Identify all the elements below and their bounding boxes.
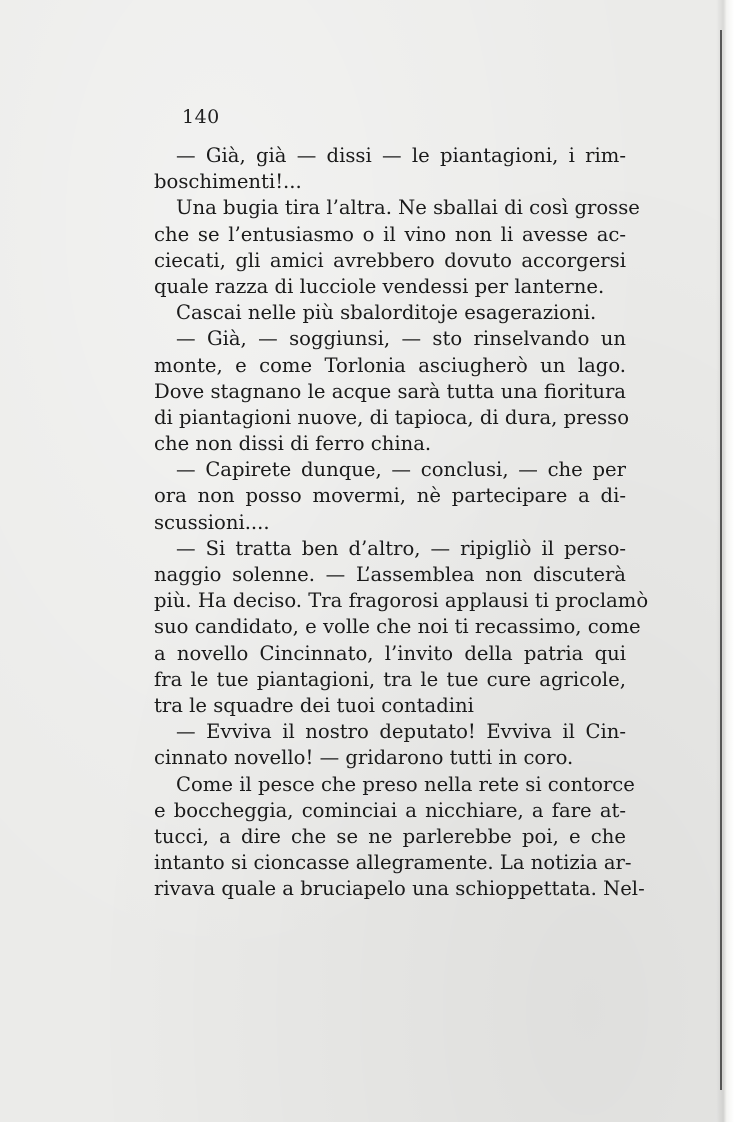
text-line: quale razza di lucciole vendessi per lanterne. <box>154 274 605 298</box>
text-line: monte, e come Torlonia asciugherò un lago. <box>154 353 626 377</box>
text-line: fra le tue piantagioni, tra le tue cure agricole, <box>154 667 626 691</box>
text-line: Dove stagnano le acque sarà tutta una fioritura <box>154 379 626 403</box>
text-line: che se l’entusiasmo o il vino non li avesse ac- <box>154 222 626 246</box>
text-line: Cascai nelle più sbalorditoje esagerazioni. <box>176 301 597 325</box>
text-line: tucci, a dire che se ne parlerebbe poi, e che <box>154 824 626 848</box>
page-number: 140 <box>182 106 220 128</box>
text-line: — Evviva il nostro deputato! Evviva il Cin- <box>176 720 626 744</box>
page-edge-shadow <box>716 0 734 1122</box>
body-text <box>154 143 649 902</box>
text-line: suo candidato, e volle che noi ti recassimo, come <box>154 615 641 639</box>
text-line: più. Ha deciso. Tra fragorosi applausi ti proclamò <box>154 589 649 613</box>
text-line: naggio solenne. — L’assemblea non discuterà <box>154 563 626 586</box>
text-line: cinnato novello! — gridarono tutti in coro. <box>154 746 574 770</box>
text-line: di piantagioni nuove, di tapioca, di dura, presso <box>154 405 630 429</box>
text-line: ciecati, gli amici avrebbero dovuto accorgersi <box>154 248 626 272</box>
page-edge-line <box>720 30 722 1090</box>
text-line: rivava quale a bruciapelo una schioppettata. Nel- <box>154 877 645 901</box>
text-line: boschimenti!... <box>154 170 302 194</box>
text-line: Una bugia tira l’altra. Ne sballai di così grosse <box>176 196 640 220</box>
text-line: scussioni.... <box>154 510 270 534</box>
text-line: Come il pesce che preso nella rete si contorce <box>176 772 635 796</box>
text-line: — Già, — soggiunsi, — sto rinselvando un <box>176 327 626 351</box>
text-line: ora non posso movermi, nè partecipare a di- <box>154 484 626 508</box>
text-line: — Si tratta ben d’altro, — ripigliò il perso- <box>176 536 626 560</box>
text-line: — Già, già — dissi — le piantagioni, i rim- <box>176 144 626 167</box>
text-line: intanto si cioncasse allegramente. La notizia ar- <box>154 851 632 875</box>
text-line: — Capirete dunque, — conclusi, — che per <box>176 458 626 482</box>
text-line: tra le squadre dei tuoi contadini <box>154 693 474 717</box>
text-line: a novello Cincinnato, l’invito della patria qui <box>154 641 626 665</box>
text-line: e boccheggia, cominciai a nicchiare, a fare at- <box>154 798 626 822</box>
text-line: che non dissi di ferro china. <box>154 432 432 456</box>
